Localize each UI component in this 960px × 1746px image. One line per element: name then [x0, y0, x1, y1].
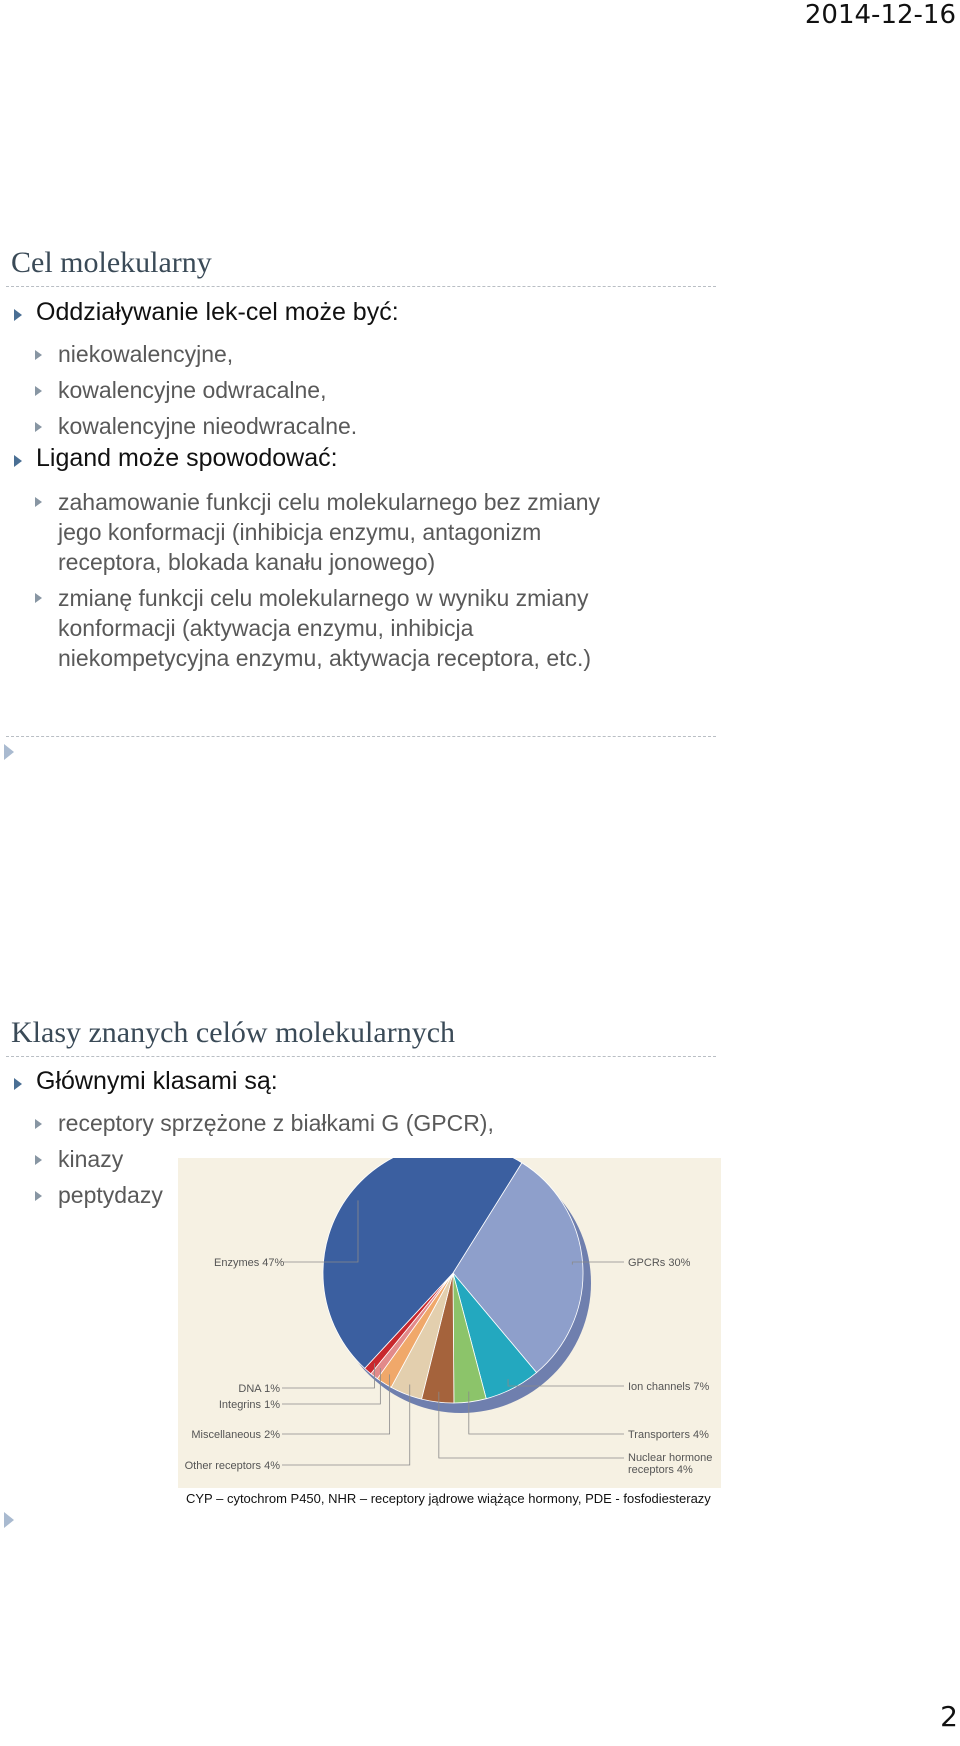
sub-bullet-arrow-icon — [35, 350, 42, 360]
slide1-sub-noncovalent: niekowalencyjne, — [58, 341, 234, 367]
slide2-title-divider — [6, 1056, 716, 1057]
slide1-footer-divider — [6, 736, 716, 737]
text-line: niekompetycyjna enzymu, aktywacja receptora, etc.) — [58, 645, 592, 671]
slide2-sub-gpcr: receptory sprzężone z białkami G (GPCR), — [58, 1110, 494, 1136]
slide2-bullet-main-classes: Głównymi klasami są: — [36, 1067, 278, 1095]
slide1-title-divider — [6, 286, 716, 287]
slide1-sub-covalent-reversible: kowalencyjne odwracalne, — [58, 377, 327, 403]
label-ion-channels: Ion channels 7% — [628, 1381, 710, 1393]
sub-bullet-arrow-icon — [35, 422, 42, 432]
slide2-sub-peptidases: peptydazy — [58, 1182, 163, 1208]
bullet-arrow-icon — [14, 309, 22, 321]
leader-line-dna — [282, 1363, 375, 1388]
label-nuclear-hormone: Nuclear hormone — [628, 1452, 713, 1464]
label-other-receptors: Other receptors 4% — [184, 1460, 280, 1472]
text-line: receptora, blokada kanału jonowego) — [58, 549, 436, 575]
pie-slices — [323, 1158, 583, 1403]
sub-bullet-arrow-icon — [35, 1155, 42, 1165]
slide1-sub-activation — [58, 583, 591, 673]
bullet-arrow-icon — [14, 1078, 22, 1090]
label-miscellaneous: Miscellaneous 2% — [191, 1429, 280, 1441]
drug-target-pie-chart — [178, 1158, 721, 1488]
text-line: zmianę funkcji celu molekularnego w wyniku zmiany — [58, 585, 589, 611]
label-dna: DNA 1% — [238, 1383, 280, 1395]
slide1-sub-covalent-irreversible: kowalencyjne nieodwracalne. — [58, 413, 358, 439]
page-number: 2 — [940, 1700, 958, 1733]
slide1-sub-inhibition — [58, 487, 600, 577]
label-integrins: Integrins 1% — [218, 1399, 280, 1411]
slide1-bullet-interaction: Oddziaływanie lek-cel może być: — [36, 298, 399, 326]
slide1-title: Cel molekularny — [11, 246, 212, 279]
leader-line-other-receptors — [282, 1385, 410, 1465]
sub-bullet-arrow-icon — [35, 1191, 42, 1201]
text-line: jego konformacji (inhibicja enzymu, antagonizm — [58, 519, 542, 545]
slide-date: 2014-12-16 — [804, 0, 956, 30]
leader-line-integrins — [282, 1368, 380, 1404]
pie-chart-svg — [178, 1158, 721, 1488]
sub-bullet-arrow-icon — [35, 593, 42, 603]
label-nuclear-receptors: receptors 4% — [628, 1464, 693, 1476]
label-transporters: Transporters 4% — [628, 1429, 709, 1441]
bullet-arrow-icon — [14, 455, 22, 467]
text-line: konformacji (aktywacja enzymu, inhibicja — [58, 615, 474, 641]
sub-bullet-arrow-icon — [35, 1119, 42, 1129]
label-enzymes: Enzymes 47% — [214, 1257, 285, 1269]
slide-footer-marker-icon — [4, 1512, 14, 1528]
slide2-title: Klasy znanych celów molekularnych — [11, 1016, 456, 1049]
slide2-sub-kinases: kinazy — [58, 1146, 124, 1172]
sub-bullet-arrow-icon — [35, 497, 42, 507]
text-line: zahamowanie funkcji celu molekularnego bez zmiany — [58, 489, 601, 515]
sub-bullet-arrow-icon — [35, 386, 42, 396]
label-gpcrs: GPCRs 30% — [628, 1257, 691, 1269]
figure-caption: CYP – cytochrom P450, NHR – receptory jądrowe wiążące hormony, PDE - fosfodiesterazy — [186, 1491, 711, 1506]
slide-footer-marker-icon — [4, 744, 14, 760]
slide1-bullet-ligand: Ligand może spowodować: — [36, 444, 338, 472]
